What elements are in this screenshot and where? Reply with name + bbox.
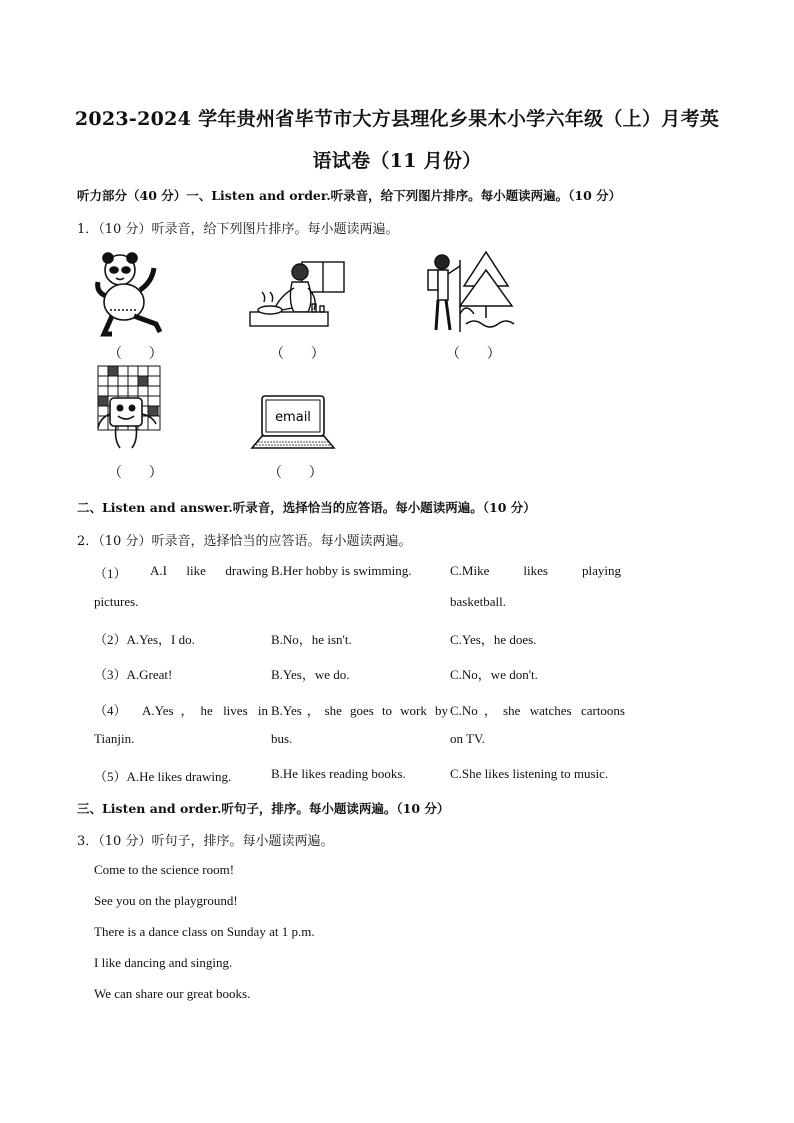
question2-prompt: 2．（10 分）听录音，选择恰当的应答语。每小题读两遍。 <box>77 534 412 549</box>
answer-blank-2[interactable]: （ ） <box>270 346 325 362</box>
q2-5-option-b: B.He likes reading books. <box>271 766 406 781</box>
exam-title-line2: 语试卷（11 月份） <box>312 150 482 172</box>
section1-heading: 听力部分（40 分）一、Listen and order.听录音，给下列图片排序。每小题读两遍。（10 分） <box>77 188 622 203</box>
answer-blank-5[interactable]: （ ） <box>268 465 323 481</box>
q2-1-option-b: B.Her hobby is swimming. <box>271 563 412 578</box>
boy-hiking-icon <box>420 248 516 338</box>
section3-heading: 三、Listen and order.听句子，排序。每小题读两遍。（10 分） <box>77 801 450 816</box>
q2-1-number: （1） <box>94 566 127 581</box>
question3-prompt: 3．（10 分）听句子，排序。每小题读两遍。 <box>77 834 334 849</box>
answer-blank-3[interactable]: （ ） <box>446 346 501 362</box>
robot-crossword-icon <box>96 364 162 454</box>
exam-title-line1: 2023-2024 学年贵州省毕节市大方县理化乡果木小学六年级（上）月考英 <box>74 108 720 130</box>
q2-5-option-a: （5）A.He likes drawing. <box>94 769 232 784</box>
q2-2-option-b: B.No，he isn't. <box>271 632 352 647</box>
q2-3-option-a: （3）A.Great! <box>94 667 173 682</box>
laptop-email-icon <box>250 394 336 452</box>
q2-2-option-c: C.Yes，he does. <box>450 632 537 647</box>
q2-3-option-c: C.No，we don't. <box>450 667 538 682</box>
panda-kungfu-icon <box>92 250 172 338</box>
email-screen-text: email <box>275 410 311 425</box>
sentence-5: We can share our great books. <box>94 986 251 1001</box>
q2-4-option-b-line2: bus. <box>271 731 293 746</box>
answer-blank-4[interactable]: （ ） <box>108 465 163 481</box>
woman-cooking-icon <box>248 258 348 338</box>
sentence-4: I like dancing and singing. <box>94 955 233 970</box>
q2-4-option-c-line1: C.No，she watches cartoons <box>450 703 625 718</box>
sentence-3: There is a dance class on Sunday at 1 p.m. <box>94 924 315 939</box>
q2-4-option-a-line1: A.Yes，he lives in <box>142 703 268 718</box>
q2-1-option-a-line2: pictures. <box>94 594 139 609</box>
q2-5-option-c: C.She likes listening to music. <box>450 766 609 781</box>
q2-4-option-c-line2: on TV. <box>450 731 485 746</box>
section2-heading: 二、Listen and answer.听录音，选择恰当的应答语。每小题读两遍。（10 分） <box>77 500 536 515</box>
question1-prompt: 1．（10 分）听录音，给下列图片排序。每小题读两遍。 <box>77 222 399 237</box>
q2-4-number: （4） <box>94 703 127 718</box>
q2-3-option-b: B.Yes，we do. <box>271 667 350 682</box>
q2-1-option-a-line1: A.I like drawing <box>150 563 268 578</box>
sentence-1: Come to the science room! <box>94 862 235 877</box>
answer-blank-1[interactable]: （ ） <box>108 346 163 362</box>
q2-4-option-a-line2: Tianjin. <box>94 731 135 746</box>
q2-4-option-b-line1: B.Yes，she goes to work by <box>271 703 448 718</box>
q2-2-option-a: （2）A.Yes，I do. <box>94 632 195 647</box>
sentence-2: See you on the playground! <box>94 893 238 908</box>
q2-1-option-c-line2: basketball. <box>450 594 506 609</box>
q2-1-option-c-line1: C.Mike likes playing <box>450 563 621 578</box>
